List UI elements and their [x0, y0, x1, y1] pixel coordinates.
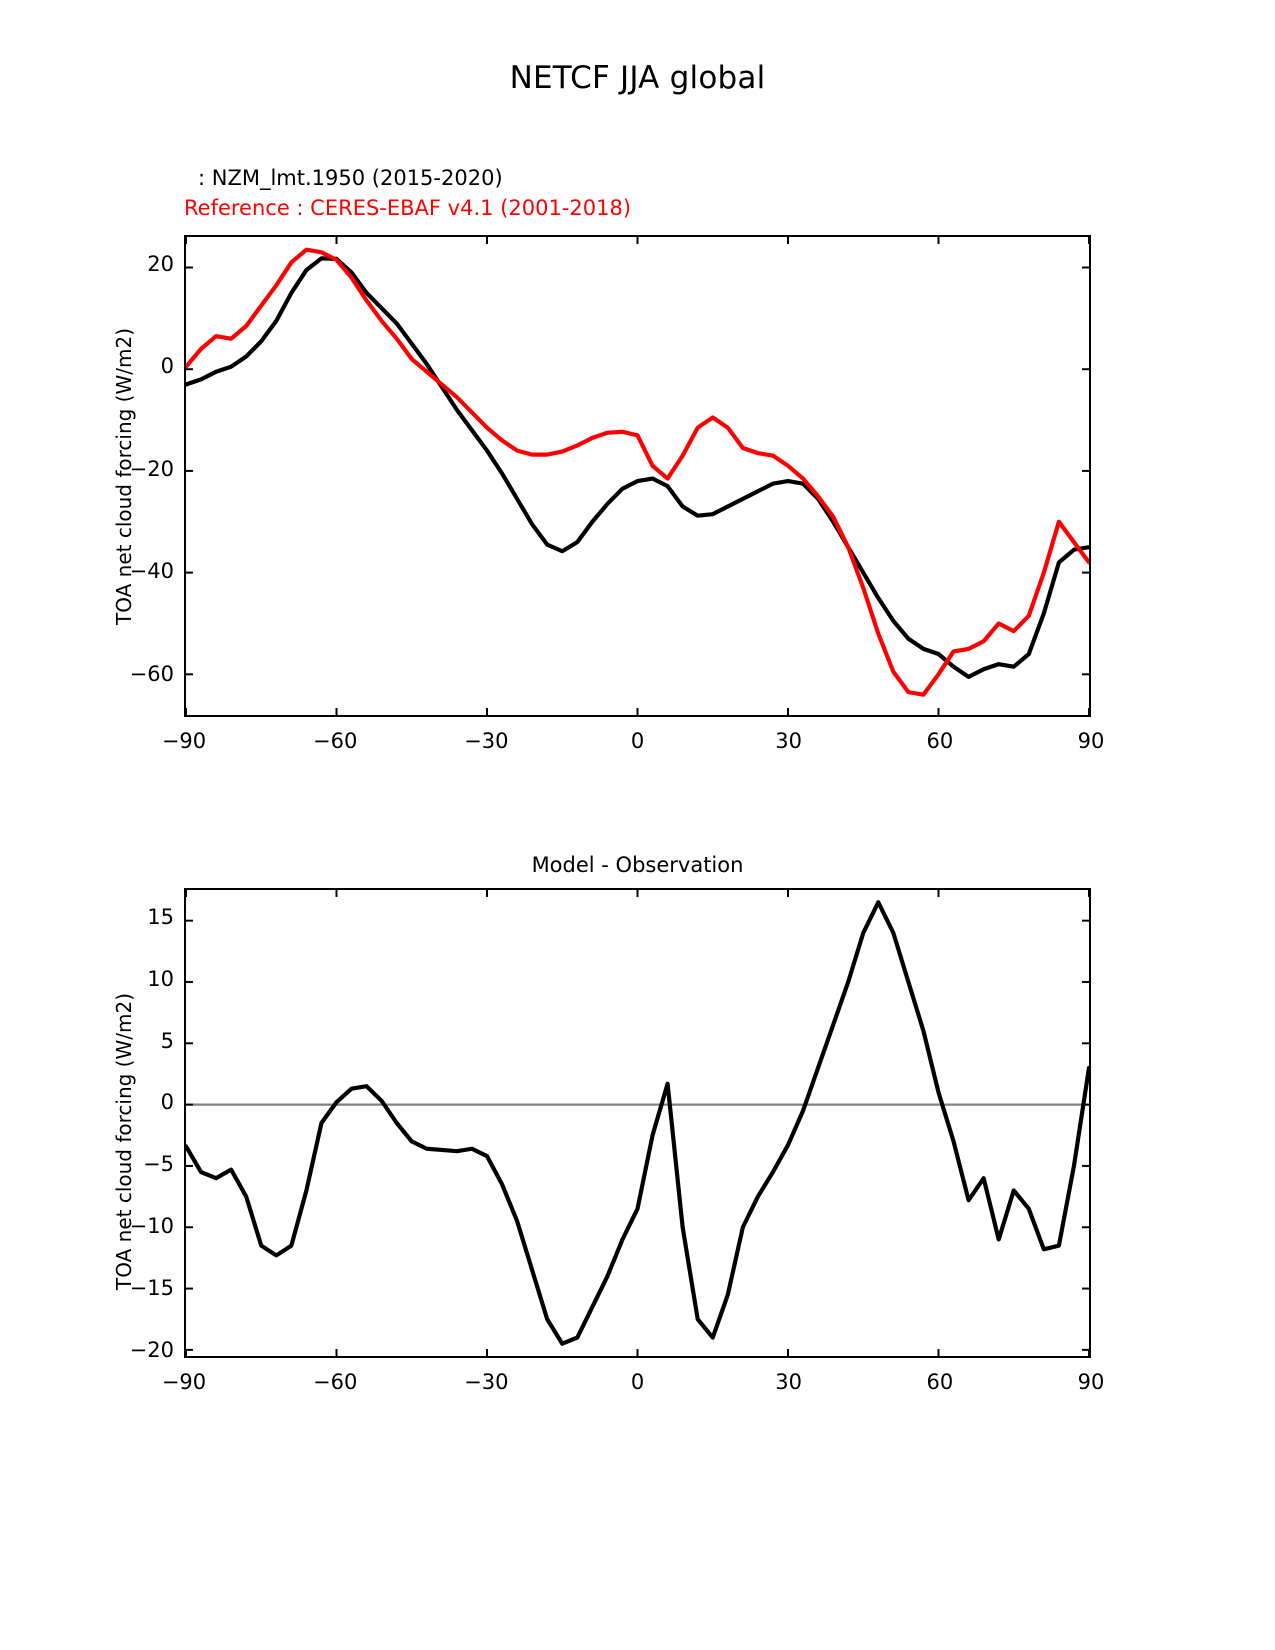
top-panel-plot	[186, 237, 1089, 715]
top-panel-axes	[184, 235, 1091, 717]
x-tick-label: −60	[312, 1370, 358, 1394]
x-tick-label: 90	[1077, 1370, 1105, 1394]
x-tick-label: −30	[464, 1370, 509, 1394]
y-tick-label: −60	[129, 661, 174, 686]
y-tick-label: 0	[160, 1090, 174, 1115]
y-tick-label: −20	[129, 1337, 174, 1362]
series-line-1	[186, 902, 1089, 1343]
x-tick-label: 0	[630, 1370, 645, 1394]
y-tick-label: −15	[129, 1275, 174, 1300]
figure-title: NETCF JJA global	[509, 60, 766, 96]
y-tick-label: 5	[160, 1028, 174, 1053]
y-tick-label: 0	[160, 354, 174, 379]
y-tick-label: −20	[129, 456, 174, 481]
x-tick-label: −90	[161, 729, 207, 753]
y-tick-label: −10	[129, 1214, 174, 1239]
y-tick-label: −5	[143, 1152, 174, 1177]
x-tick-label: 0	[630, 729, 645, 753]
bottom-panel-title: Model - Observation	[531, 853, 744, 877]
y-tick-label: 15	[147, 904, 174, 929]
series-line-2	[186, 250, 1089, 695]
y-tick-label: 20	[147, 251, 174, 276]
bottom-panel-axes	[184, 888, 1091, 1358]
top-panel-ylabel: TOA net cloud forcing (W/m2)	[112, 327, 136, 625]
x-tick-label: −30	[464, 729, 509, 753]
x-tick-label: 60	[926, 729, 954, 753]
x-tick-label: 90	[1077, 729, 1105, 753]
legend-reference-entry: Reference : CERES-EBAF v4.1 (2001-2018)	[184, 196, 632, 220]
y-tick-label: 10	[147, 966, 174, 991]
legend-model-entry: : NZM_lmt.1950 (2015-2020)	[198, 166, 503, 190]
y-tick-label: −40	[129, 559, 174, 584]
x-tick-label: −90	[161, 1370, 207, 1394]
legend	[184, 163, 631, 223]
x-tick-label: 30	[775, 729, 803, 753]
x-tick-label: 60	[926, 1370, 954, 1394]
series-line-1	[186, 258, 1089, 676]
bottom-panel-plot	[186, 890, 1089, 1356]
bottom-panel-ylabel: TOA net cloud forcing (W/m2)	[112, 992, 136, 1290]
x-tick-label: 30	[775, 1370, 803, 1394]
x-tick-label: −60	[312, 729, 358, 753]
